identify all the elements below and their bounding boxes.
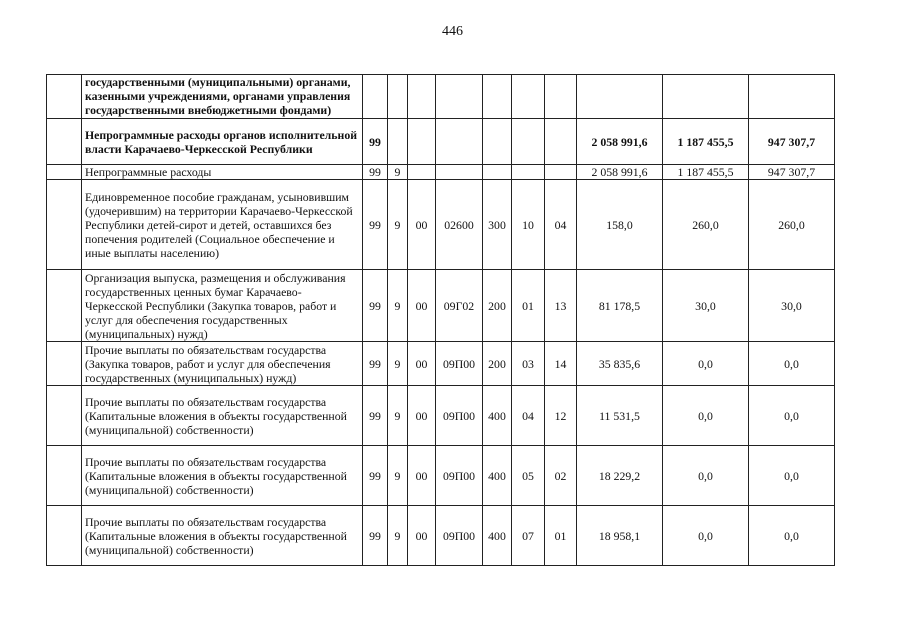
code-program-cell: 99 <box>363 165 388 180</box>
code-subprogram-cell: 9 <box>388 506 408 566</box>
table-row <box>47 386 835 446</box>
sum-year-3-cell: 0,0 <box>749 506 835 566</box>
code-expense-type-cell <box>483 165 512 180</box>
code-target-cell: 09П00 <box>436 386 483 446</box>
code-target-cell: 09П00 <box>436 446 483 506</box>
code-target-cell: 09П00 <box>436 506 483 566</box>
code-target-cell: 09П00 <box>436 342 483 386</box>
sum-year-1-cell <box>577 75 663 119</box>
row-number-cell <box>47 119 82 165</box>
expense-name-cell: Прочие выплаты по обязательствам государства (Закупка товаров, работ и услуг для обеспечения государственных (муниципальных) нужд) <box>82 342 363 386</box>
code-section-cell <box>512 75 545 119</box>
code-expense-type-cell: 200 <box>483 342 512 386</box>
sum-year-1-cell: 18 958,1 <box>577 506 663 566</box>
row-number-cell <box>47 342 82 386</box>
sum-year-1-cell: 35 835,6 <box>577 342 663 386</box>
code-subsection-cell: 12 <box>545 386 577 446</box>
row-number-cell <box>47 75 82 119</box>
code-expense-type-cell: 300 <box>483 180 512 270</box>
code-program-cell: 99 <box>363 342 388 386</box>
sum-year-3-cell <box>749 75 835 119</box>
sum-year-3-cell: 947 307,7 <box>749 119 835 165</box>
code-section-cell: 01 <box>512 270 545 342</box>
code-subsection-cell: 01 <box>545 506 577 566</box>
code-subprogram-cell: 9 <box>388 386 408 446</box>
code-subsection-cell: 02 <box>545 446 577 506</box>
code-target-cell <box>436 75 483 119</box>
table-row <box>47 180 835 270</box>
code-subprogram-cell <box>388 119 408 165</box>
code-program-cell: 99 <box>363 119 388 165</box>
sum-year-3-cell: 947 307,7 <box>749 165 835 180</box>
expense-name-cell: Прочие выплаты по обязательствам государства (Капитальные вложения в объекты государственной (муниципальной) собственности) <box>82 446 363 506</box>
code-subprogram-cell: 9 <box>388 180 408 270</box>
sum-year-1-cell: 18 229,2 <box>577 446 663 506</box>
table-row <box>47 75 835 119</box>
expense-name-cell: Непрограммные расходы <box>82 165 363 180</box>
code-program-cell: 99 <box>363 180 388 270</box>
code-program-cell <box>363 75 388 119</box>
code-program-cell: 99 <box>363 386 388 446</box>
code-target-cell: 02600 <box>436 180 483 270</box>
code-direction-cell: 00 <box>408 180 436 270</box>
code-target-cell <box>436 165 483 180</box>
code-expense-type-cell: 400 <box>483 446 512 506</box>
sum-year-2-cell: 1 187 455,5 <box>663 119 749 165</box>
code-section-cell <box>512 119 545 165</box>
code-section-cell: 07 <box>512 506 545 566</box>
code-direction-cell <box>408 165 436 180</box>
code-expense-type-cell: 400 <box>483 386 512 446</box>
sum-year-1-cell: 11 531,5 <box>577 386 663 446</box>
sum-year-3-cell: 0,0 <box>749 386 835 446</box>
code-direction-cell: 00 <box>408 270 436 342</box>
code-expense-type-cell: 200 <box>483 270 512 342</box>
code-section-cell: 04 <box>512 386 545 446</box>
sum-year-2-cell: 30,0 <box>663 270 749 342</box>
code-direction-cell <box>408 75 436 119</box>
code-subprogram-cell: 9 <box>388 446 408 506</box>
sum-year-2-cell: 0,0 <box>663 446 749 506</box>
code-subsection-cell: 14 <box>545 342 577 386</box>
row-number-cell <box>47 506 82 566</box>
code-program-cell: 99 <box>363 446 388 506</box>
sum-year-3-cell: 0,0 <box>749 446 835 506</box>
code-expense-type-cell <box>483 119 512 165</box>
code-section-cell: 10 <box>512 180 545 270</box>
table-row <box>47 446 835 506</box>
page-number: 446 <box>442 24 463 39</box>
table-row <box>47 342 835 386</box>
sum-year-1-cell: 81 178,5 <box>577 270 663 342</box>
budget-table <box>46 74 835 566</box>
code-subprogram-cell: 9 <box>388 342 408 386</box>
sum-year-3-cell: 30,0 <box>749 270 835 342</box>
sum-year-2-cell: 0,0 <box>663 506 749 566</box>
code-subsection-cell <box>545 75 577 119</box>
code-target-cell: 09Г02 <box>436 270 483 342</box>
code-target-cell <box>436 119 483 165</box>
expense-name-cell: государственными (муниципальными) органами, казенными учреждениями, органами управления государственными внебюджетными фондами) <box>82 75 363 119</box>
code-section-cell: 03 <box>512 342 545 386</box>
code-direction-cell <box>408 119 436 165</box>
sum-year-2-cell: 1 187 455,5 <box>663 165 749 180</box>
code-direction-cell: 00 <box>408 506 436 566</box>
expense-name-cell: Прочие выплаты по обязательствам государства (Капитальные вложения в объекты государственной (муниципальной) собственности) <box>82 506 363 566</box>
expense-name-cell: Организация выпуска, размещения и обслуживания государственных ценных бумаг Карачаево-Черкесской Республики (Закупка товаров, работ и услуг для обеспечения государственных (муниципальных) нужд) <box>82 270 363 342</box>
sum-year-2-cell <box>663 75 749 119</box>
code-direction-cell: 00 <box>408 446 436 506</box>
sum-year-1-cell: 2 058 991,6 <box>577 165 663 180</box>
expense-name-cell: Прочие выплаты по обязательствам государства (Капитальные вложения в объекты государственной (муниципальной) собственности) <box>82 386 363 446</box>
code-subprogram-cell: 9 <box>388 270 408 342</box>
code-expense-type-cell <box>483 75 512 119</box>
code-program-cell: 99 <box>363 270 388 342</box>
code-subsection-cell: 13 <box>545 270 577 342</box>
sum-year-3-cell: 260,0 <box>749 180 835 270</box>
code-section-cell: 05 <box>512 446 545 506</box>
code-expense-type-cell: 400 <box>483 506 512 566</box>
table-row <box>47 165 835 180</box>
expense-name-cell: Единовременное пособие гражданам, усыновившим (удочерившим) на территории Карачаево-Черкесской Республики детей-сирот и детей, оставшихся без попечения родителей (Социальное обеспечение и иные выплаты населению) <box>82 180 363 270</box>
expense-name-cell: Непрограммные расходы органов исполнительной власти Карачаево-Черкесской Республики <box>82 119 363 165</box>
sum-year-2-cell: 0,0 <box>663 342 749 386</box>
row-number-cell <box>47 270 82 342</box>
row-number-cell <box>47 446 82 506</box>
code-direction-cell: 00 <box>408 342 436 386</box>
sum-year-2-cell: 260,0 <box>663 180 749 270</box>
table-row <box>47 270 835 342</box>
sum-year-2-cell: 0,0 <box>663 386 749 446</box>
sum-year-1-cell: 158,0 <box>577 180 663 270</box>
code-section-cell <box>512 165 545 180</box>
sum-year-1-cell: 2 058 991,6 <box>577 119 663 165</box>
table-row <box>47 119 835 165</box>
code-subsection-cell <box>545 119 577 165</box>
row-number-cell <box>47 386 82 446</box>
table-row <box>47 506 835 566</box>
code-subsection-cell <box>545 165 577 180</box>
row-number-cell <box>47 165 82 180</box>
code-subsection-cell: 04 <box>545 180 577 270</box>
code-subprogram-cell: 9 <box>388 165 408 180</box>
code-subprogram-cell <box>388 75 408 119</box>
code-program-cell: 99 <box>363 506 388 566</box>
sum-year-3-cell: 0,0 <box>749 342 835 386</box>
row-number-cell <box>47 180 82 270</box>
code-direction-cell: 00 <box>408 386 436 446</box>
